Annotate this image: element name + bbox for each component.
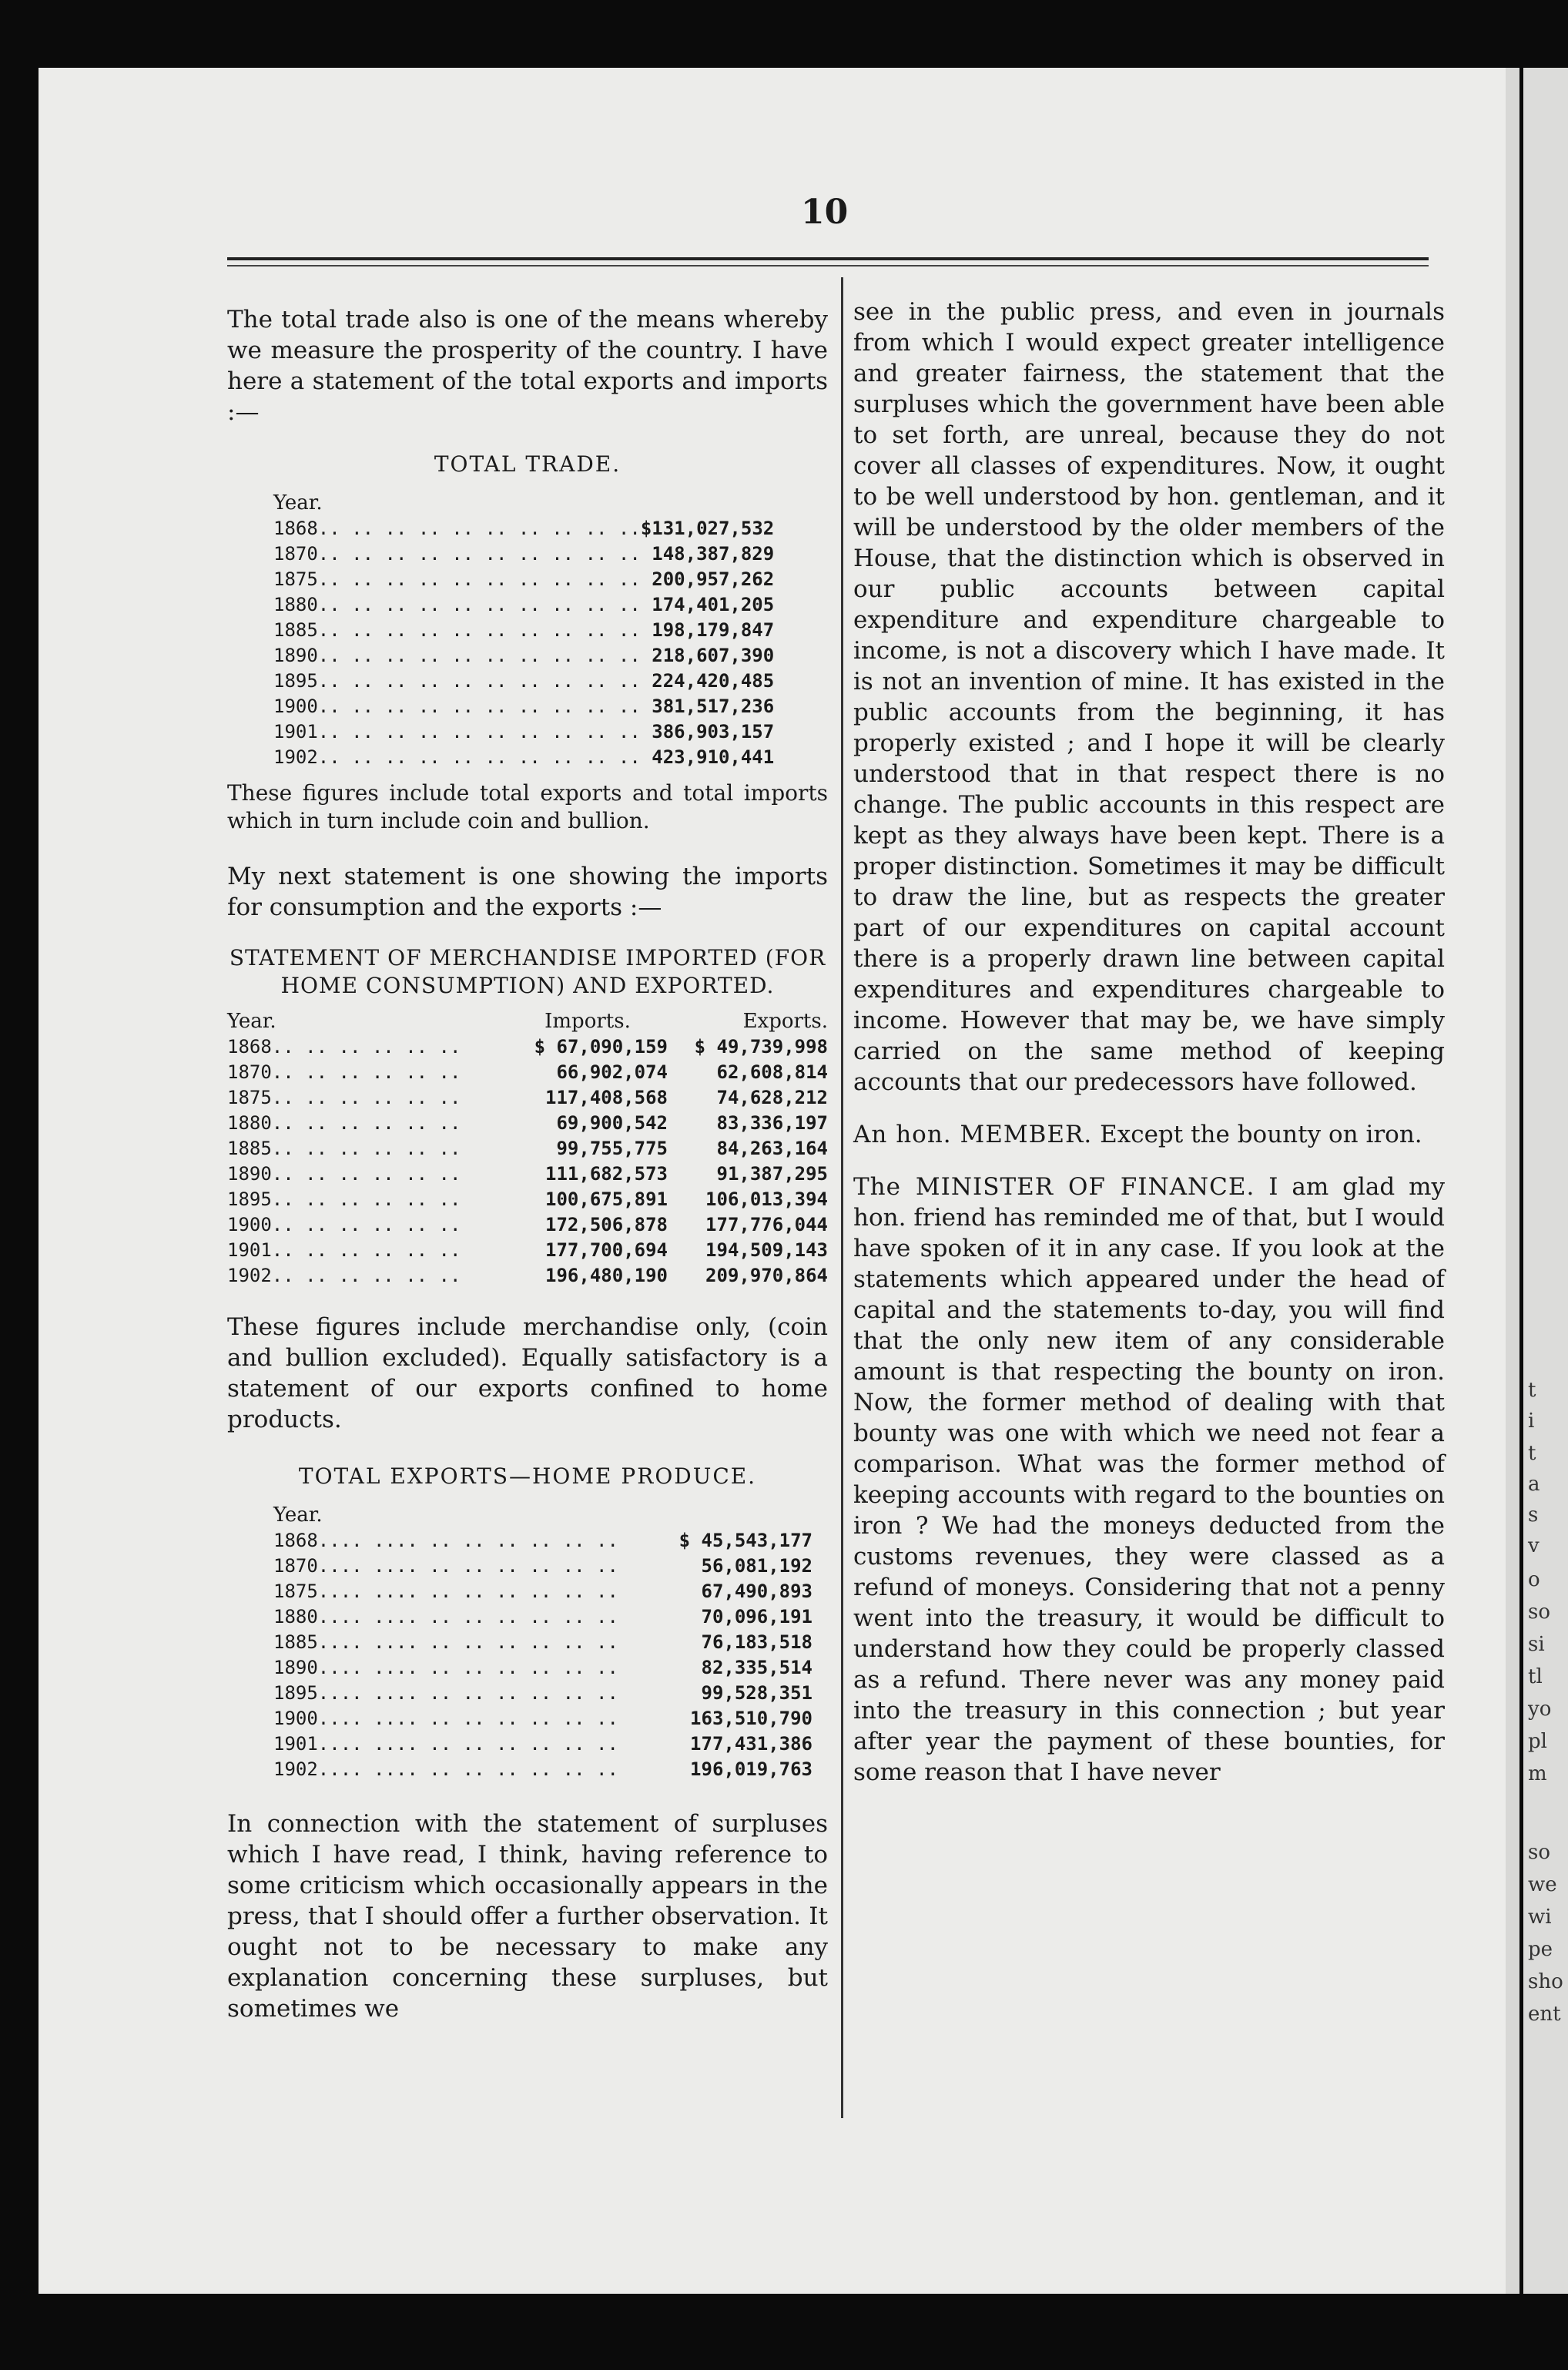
- table-row: [273, 719, 774, 745]
- continuation-paragraph: see in the public press, and even in journals from which I would expect greater intelligence and greater fairness, the statement that the surpluses which the government have been able to set forth, are unreal, because they do not cover all classes of expenditures. Now, it ought to be well understood by hon. gentleman, and it will be understood by the older members of the House, that the distinction which is observed in our public accounts between capital expenditure and expenditure chargeable to income, is not a discovery which I have made. It is not an invention of mine. It has existed in the public accounts from the beginning, it has properly existed ; and I hope it will be clearly understood that in that respect there is no change. The public accounts in this respect are kept as they always have been kept. There is a proper distinction. Sometimes it may be difficult to draw the line, but as respects the greater part of our expenditures on capital account there is a properly drawn line between capital expenditures and expenditures chargeable to income. However that may be, we have simply carried on the same method of keeping accounts that our predecessors have followed.: [853, 298, 1445, 1096]
- exports-cell: 62,608,814: [716, 1061, 828, 1083]
- value-cell: 200,957,262: [652, 568, 775, 590]
- minister-reply: [853, 1172, 1445, 1788]
- exports-cell: 74,628,212: [716, 1087, 828, 1108]
- home-produce-title: TOTAL EXPORTS—HOME PRODUCE.: [298, 1463, 757, 1489]
- value-cell: 174,401,205: [652, 594, 775, 615]
- year-cell: 1870.... .... .. .. .. .. .. ..: [273, 1555, 618, 1577]
- table-row: [273, 694, 774, 719]
- exports-cell: $ 49,739,998: [694, 1036, 828, 1058]
- exports-cell: 84,263,164: [716, 1138, 828, 1159]
- imports-cell: 172,506,878: [545, 1214, 668, 1235]
- exports-cell: 106,013,394: [705, 1188, 828, 1210]
- adjacent-page-text: t: [1528, 1442, 1536, 1465]
- year-cell: 1900.... .... .. .. .. .. .. ..: [273, 1708, 618, 1729]
- adjacent-page-text: t: [1528, 1379, 1536, 1402]
- year-cell: 1870.. .. .. .. .. .. .. .. .. ..: [273, 543, 641, 565]
- value-cell: 423,910,441: [652, 746, 775, 768]
- table-row: [273, 618, 774, 643]
- adjacent-page-text: we: [1528, 1873, 1557, 1896]
- value-cell: 82,335,514: [701, 1657, 812, 1678]
- value-cell: 218,607,390: [652, 645, 775, 666]
- adjacent-page-text: so: [1528, 1841, 1550, 1864]
- merchandise-note: These figures include merchandise only, (coin and bullion excluded). Equally satisfactory is a statement of our exports confined to home products.: [227, 1313, 828, 1433]
- exports-cell: 91,387,295: [716, 1163, 828, 1185]
- value-cell: 196,019,763: [690, 1758, 812, 1780]
- adjacent-page-text: a: [1528, 1473, 1540, 1496]
- imports-cell: 111,682,573: [545, 1163, 668, 1185]
- year-cell: 1885.... .... .. .. .. .. .. ..: [273, 1631, 618, 1653]
- value-cell: 56,081,192: [701, 1555, 812, 1577]
- table-row: [273, 669, 774, 694]
- speaker-name: The MINISTER OF FINANCE.: [853, 1173, 1255, 1201]
- table-row: [227, 1212, 828, 1238]
- table-row: [273, 1630, 812, 1655]
- year-cell: 1900.. .. .. .. .. ..: [227, 1214, 461, 1235]
- year-cell: 1890.. .. .. .. .. ..: [227, 1163, 461, 1185]
- year-cell: 1901.... .... .. .. .. .. .. ..: [273, 1733, 618, 1755]
- adjacent-page-text: so: [1528, 1601, 1550, 1624]
- year-cell: 1868.. .. .. .. .. ..: [227, 1036, 461, 1058]
- value-cell: 224,420,485: [652, 670, 775, 692]
- year-cell: 1901.. .. .. .. .. ..: [227, 1239, 461, 1261]
- imports-cell: 69,900,542: [556, 1112, 668, 1134]
- imports-cell: $ 67,090,159: [534, 1036, 668, 1058]
- year-cell: 1895.. .. .. .. .. ..: [227, 1188, 461, 1210]
- interjection-text: Except the bounty on iron.: [1100, 1121, 1422, 1148]
- adjacent-page-text: yo: [1528, 1698, 1552, 1721]
- imports-cell: 66,902,074: [556, 1061, 668, 1083]
- value-cell: $ 45,543,177: [678, 1530, 812, 1551]
- imports-cell: 196,480,190: [545, 1265, 668, 1286]
- year-cell: 1895.. .. .. .. .. .. .. .. .. ..: [273, 670, 641, 692]
- table-row: [273, 1579, 812, 1604]
- adjacent-page-text: sho: [1528, 1970, 1563, 1993]
- year-column-header: Year.: [273, 1503, 323, 1527]
- left-column: [227, 304, 828, 2046]
- next-statement-paragraph: My next statement is one showing the imports for consumption and the exports :—: [227, 863, 828, 921]
- value-cell: 163,510,790: [690, 1708, 812, 1729]
- table-row: [273, 516, 774, 541]
- adjacent-page-text: i: [1528, 1410, 1535, 1433]
- merchandise-table: [227, 1009, 828, 1289]
- table-row: [273, 541, 774, 567]
- table-row: [273, 567, 774, 592]
- total-trade-table: [273, 491, 774, 770]
- value-cell: 99,528,351: [701, 1682, 812, 1704]
- value-cell: 381,517,236: [652, 696, 775, 717]
- exports-cell: 177,776,044: [705, 1214, 828, 1235]
- adjacent-page-text: tl: [1528, 1665, 1543, 1688]
- adjacent-page-text: o: [1528, 1568, 1540, 1591]
- value-cell: 386,903,157: [652, 721, 775, 743]
- year-cell: 1868.. .. .. .. .. .. .. .. .. ..: [273, 518, 641, 539]
- year-cell: 1880.. .. .. .. .. ..: [227, 1112, 461, 1134]
- column-divider: [841, 277, 843, 2118]
- year-cell: 1870.. .. .. .. .. ..: [227, 1061, 461, 1083]
- imports-cell: 177,700,694: [545, 1239, 668, 1261]
- imports-cell: 117,408,568: [545, 1087, 668, 1108]
- table-row: [273, 1655, 812, 1681]
- imports-cell: 100,675,891: [545, 1188, 668, 1210]
- year-cell: 1868.... .... .. .. .. .. .. ..: [273, 1530, 618, 1551]
- year-cell: 1902.. .. .. .. .. .. .. .. .. ..: [273, 746, 641, 768]
- table-row: [273, 745, 774, 770]
- table-row: [227, 1187, 828, 1212]
- table-row: [273, 1681, 812, 1706]
- year-cell: 1895.... .... .. .. .. .. .. ..: [273, 1682, 618, 1704]
- year-cell: 1900.. .. .. .. .. .. .. .. .. ..: [273, 696, 641, 717]
- adjacent-page-text: wi: [1528, 1906, 1552, 1929]
- exports-cell: 194,509,143: [705, 1239, 828, 1261]
- table-row: [227, 1085, 828, 1111]
- merchandise-title: STATEMENT OF MERCHANDISE IMPORTED (FOR HOME CONSUMPTION) AND EXPORTED.: [229, 945, 826, 998]
- table-row: [227, 1111, 828, 1136]
- year-cell: 1875.. .. .. .. .. ..: [227, 1087, 461, 1108]
- adjacent-page-text: pe: [1528, 1938, 1553, 1961]
- table-row: [227, 1060, 828, 1085]
- adjacent-page-text: m: [1528, 1762, 1547, 1785]
- table-row: [227, 1136, 828, 1162]
- year-cell: 1885.. .. .. .. .. .. .. .. .. ..: [273, 619, 641, 641]
- right-column: [853, 297, 1445, 1809]
- adjacent-page-text: pl: [1528, 1730, 1547, 1753]
- header-rule-thin: [227, 265, 1429, 266]
- value-cell: $131,027,532: [640, 518, 775, 539]
- table-row: [273, 1604, 812, 1630]
- adjacent-page-text: v: [1528, 1534, 1540, 1557]
- value-cell: 76,183,518: [701, 1631, 812, 1653]
- table-row: [227, 1034, 828, 1060]
- year-cell: 1890.... .... .. .. .. .. .. ..: [273, 1657, 618, 1678]
- home-produce-table: [273, 1503, 812, 1782]
- table-row: [273, 1757, 812, 1782]
- speaker-name: An hon. MEMBER.: [853, 1121, 1093, 1148]
- year-cell: 1875.... .... .. .. .. .. .. ..: [273, 1581, 618, 1602]
- year-cell: 1901.. .. .. .. .. .. .. .. .. ..: [273, 721, 641, 743]
- year-cell: 1890.. .. .. .. .. .. .. .. .. ..: [273, 645, 641, 666]
- reply-text: I am glad my hon. friend has reminded me of that, but I would have spoken of it in any case. If you look at the statements which appeared under the head of capital and the statements to-day, you will find that the only new item of any considerable amount is that respecting the bounty on iron. Now, the former method of dealing with that bounty was one with which we need not fear a comparison. What was the former method of keeping accounts with regard to the bounties on iron ? We had the moneys deducted from the customs revenues, they were classed as a refund of moneys. Considering that not a penny went into the treasury, it would be difficult to understand how they could be properly classed as a refund. There never was any money paid into the treasury in this connection ; but year after year the payment of these bounties, for some reason that I have never: [853, 1173, 1445, 1786]
- table-row: [273, 592, 774, 618]
- table-row: [227, 1162, 828, 1187]
- value-cell: 67,490,893: [701, 1581, 812, 1602]
- value-cell: 70,096,191: [701, 1606, 812, 1627]
- total-trade-title: TOTAL TRADE.: [434, 451, 622, 477]
- total-trade-note: These figures include total exports and total imports which in turn include coin and bullion.: [227, 780, 828, 833]
- adjacent-page-text: s: [1528, 1503, 1539, 1527]
- table-row: [273, 1706, 812, 1731]
- year-cell: 1880.... .... .. .. .. .. .. ..: [273, 1606, 618, 1627]
- member-interjection: [853, 1119, 1445, 1150]
- intro-paragraph: The total trade also is one of the means whereby we measure the prosperity of the country. I have here a statement of the total exports and imports :—: [227, 306, 828, 426]
- year-cell: 1902.... .... .. .. .. .. .. ..: [273, 1758, 618, 1780]
- adjacent-page-text: ent: [1528, 2003, 1561, 2026]
- table-row: [227, 1263, 828, 1289]
- exports-cell: 83,336,197: [716, 1112, 828, 1134]
- table-row: [273, 1528, 812, 1554]
- adjacent-page-text: si: [1528, 1633, 1545, 1656]
- page-number: 10: [801, 193, 849, 232]
- year-cell: 1875.. .. .. .. .. .. .. .. .. ..: [273, 568, 641, 590]
- value-cell: 148,387,829: [652, 543, 775, 565]
- year-cell: 1902.. .. .. .. .. ..: [227, 1265, 461, 1286]
- header-rule: [227, 257, 1429, 260]
- value-cell: 198,179,847: [652, 619, 775, 641]
- table-row: [227, 1238, 828, 1263]
- year-column-header: Year.: [227, 1010, 276, 1033]
- year-cell: 1885.. .. .. .. .. ..: [227, 1138, 461, 1159]
- closing-paragraph: In connection with the statement of surpluses which I have read, I think, having reference to some criticism which occasionally appears in the press, that I should offer a further observation. It ought not to be necessary to make any explanation concerning these surpluses, but sometimes we: [227, 1810, 828, 2023]
- imports-cell: 99,755,775: [556, 1138, 668, 1159]
- table-row: [273, 1554, 812, 1579]
- exports-column-header: Exports.: [742, 1010, 828, 1033]
- year-column-header: Year.: [273, 491, 323, 515]
- imports-column-header: Imports.: [544, 1010, 631, 1033]
- table-row: [273, 643, 774, 669]
- table-row: [273, 1731, 812, 1757]
- value-cell: 177,431,386: [690, 1733, 812, 1755]
- year-cell: 1880.. .. .. .. .. .. .. .. .. ..: [273, 594, 641, 615]
- exports-cell: 209,970,864: [705, 1265, 828, 1286]
